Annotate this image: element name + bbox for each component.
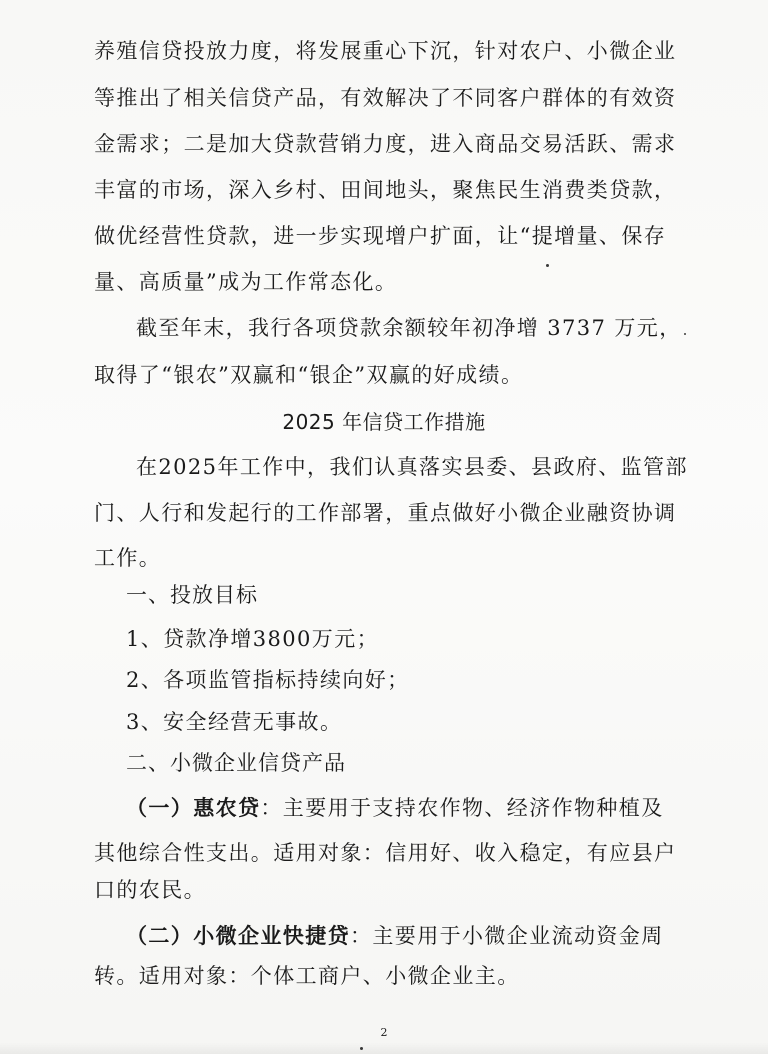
paragraph-intro-line-3: 工作。	[94, 546, 162, 570]
product-1-line-1	[126, 793, 664, 823]
page-number: 2	[380, 1026, 388, 1039]
product-2-label: （二）小微企业快捷贷	[126, 924, 350, 948]
product-1-line-3: 口的农民。	[94, 878, 206, 902]
paragraph-intro-line-2: 门、人行和发起行的工作部署，重点做好小微企业融资协调	[94, 501, 677, 525]
product-2-line-1	[126, 921, 664, 951]
target-item-2: 2、各项监管指标持续向好；	[126, 668, 410, 692]
paragraph-top-line-3: 金需求；二是加大贷款营销力度，进入商品交易活跃、需求	[94, 132, 677, 156]
scan-shadow	[0, 1042, 768, 1054]
product-1-line-2: 其他综合性支出。适用对象：信用好、收入稳定，有应县户	[94, 841, 677, 865]
paragraph-top-line-5: 做优经营性贷款，进一步实现增户扩面，让“提增量、保存	[94, 224, 667, 248]
paragraph-intro-line-1: 在2025年工作中，我们认真落实县委、县政府、监管部	[136, 455, 688, 479]
target-item-1: 1、贷款净增3800万元；	[126, 627, 380, 651]
product-1-label: （一）惠农贷	[126, 796, 261, 820]
heading-targets: 一、投放目标	[126, 583, 258, 607]
section-title: 2025 年信贷工作措施	[282, 410, 486, 434]
paragraph-top-line-4: 丰富的市场，深入乡村、田间地头，聚焦民生消费类贷款，	[94, 178, 677, 202]
paragraph-top-line-2: 等推出了相关信贷产品，有效解决了不同客户群体的有效资	[94, 86, 677, 110]
paragraph-summary-line-2: 取得了“银农”双赢和“银企”双赢的好成绩。	[94, 363, 524, 387]
product-2-desc-1: ：主要用于小微企业流动资金周	[350, 924, 664, 948]
paragraph-top-line-1: 养殖信贷投放力度，将发展重心下沉，针对农户、小微企业	[94, 39, 677, 63]
scan-speck	[684, 333, 686, 335]
paragraph-summary-line-1: 截至年末，我行各项贷款余额较年初净增 3737 万元，	[136, 316, 682, 340]
product-1-desc-1: ：主要用于支持农作物、经济作物种植及	[260, 796, 664, 820]
paragraph-top-line-6: 量、高质量”成为工作常态化。	[94, 270, 398, 294]
heading-products: 二、小微企业信贷产品	[126, 751, 346, 775]
target-item-3: 3、安全经营无事故。	[126, 710, 343, 734]
product-2-line-2: 转。适用对象：个体工商户、小微企业主。	[94, 964, 520, 988]
scan-speck	[546, 264, 549, 267]
